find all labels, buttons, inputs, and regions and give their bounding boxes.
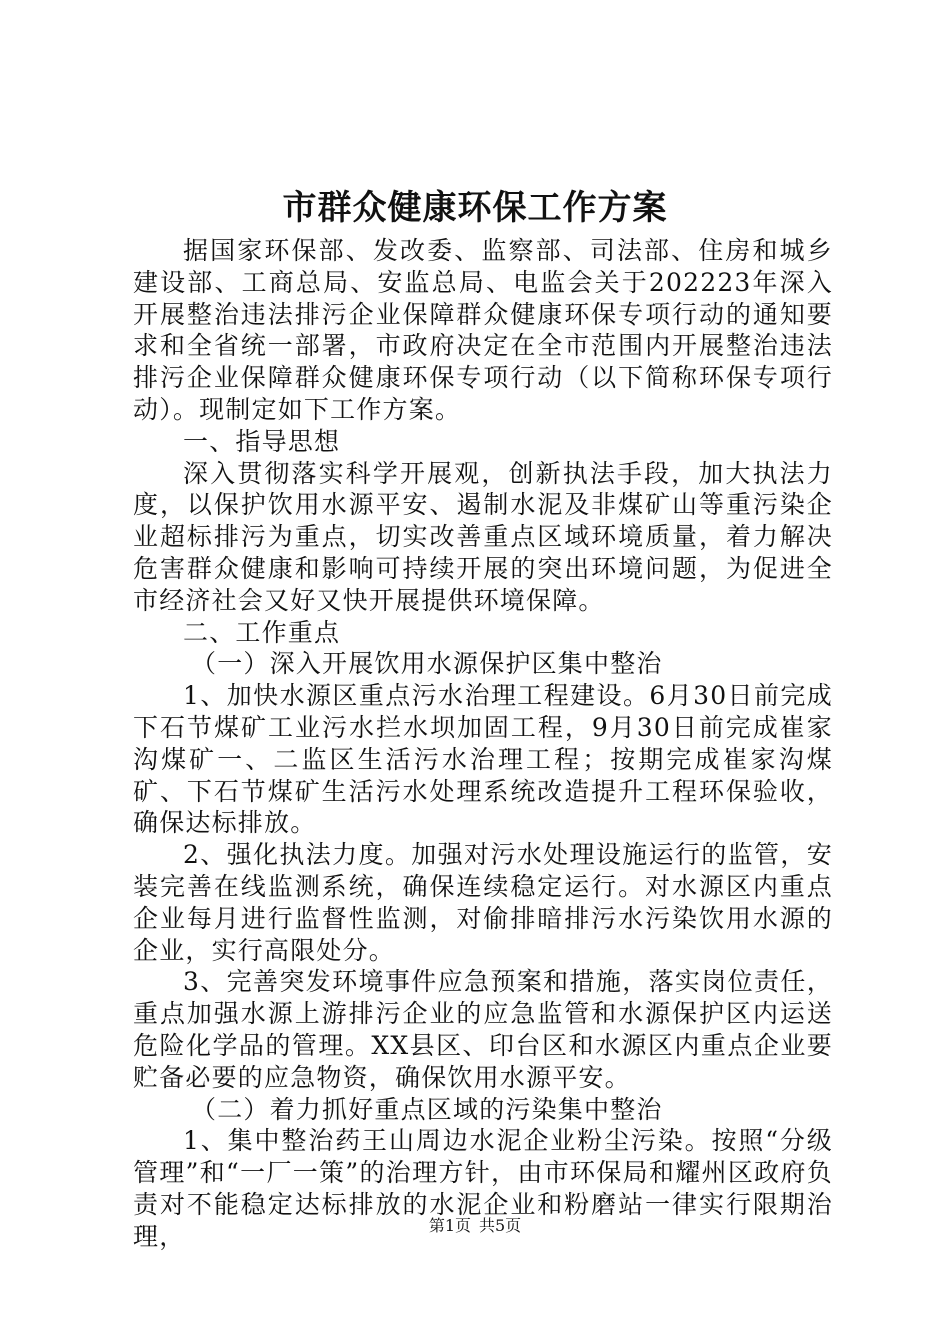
paragraph-item-2: 2、强化执法力度。加强对污水处理设施运行的监管，安装完善在线监测系统，确保连续稳定运行。对水源区内重点企业每月进行监督性监测，对偷排暗排污水污染饮用水源的企业，实行高限处分。	[133, 840, 833, 965]
paragraph-item-4: 1、集中整治药王山周边水泥企业粉尘污染。按照“分级管理”和“一厂一策”的治理方针，由市环保局和耀州区政府负责对不能稳定达标排放的水泥企业和粉磨站一律实行限期治理，	[133, 1126, 833, 1251]
subheading-key-areas: （二）着力抓好重点区域的污染集中整治	[191, 1094, 663, 1124]
page-footer	[0, 1214, 950, 1238]
document-title: 市群众健康环保工作方案	[282, 188, 668, 228]
paragraph-guiding-ideology: 深入贯彻落实科学开展观，创新执法手段，加大执法力度，以保护饮用水源平安、遏制水泥及非煤矿山等重污染企业超标排污为重点，切实改善重点区域环境质量，着力解决危害群众健康和影响可持续开展的突出环境问题，为促进全市经济社会又好又快开展提供环境保障。	[133, 458, 833, 615]
paragraph-intro: 据国家环保部、发改委、监察部、司法部、住房和城乡建设部、工商总局、安监总局、电监会关于202223年深入开展整治违法排污企业保障群众健康环保专项行动的通知要求和全省统一部署，市政府决定在全市范围内开展整治违法排污企业保障群众健康环保专项行动（以下简称环保专项行动）。现制定如下工作方案。	[133, 236, 833, 424]
heading-guiding-ideology: 一、指导思想	[183, 426, 341, 456]
paragraph-item-3: 3、完善突发环境事件应急预案和措施，落实岗位责任，重点加强水源上游排污企业的应急监管和水源保护区内运送危险化学品的管理。XX县区、印台区和水源区内重点企业要贮备必要的应急物资，确保饮用水源平安。	[133, 967, 833, 1092]
paragraph-item-1: 1、加快水源区重点污水治理工程建设。6月30日前完成下石节煤矿工业污水拦水坝加固工程，9月30日前完成崔家沟煤矿一、二监区生活污水治理工程；按期完成崔家沟煤矿、下石节煤矿生活污水处理系统改造提升工程环保验收，确保达标排放。	[133, 681, 833, 838]
heading-work-focus: 二、工作重点	[183, 617, 341, 647]
page-number: 第1页	[428, 1216, 471, 1235]
document-body	[133, 235, 833, 1253]
total-pages: 共5页	[479, 1216, 522, 1235]
subheading-water-source: （一）深入开展饮用水源保护区集中整治	[191, 649, 663, 679]
